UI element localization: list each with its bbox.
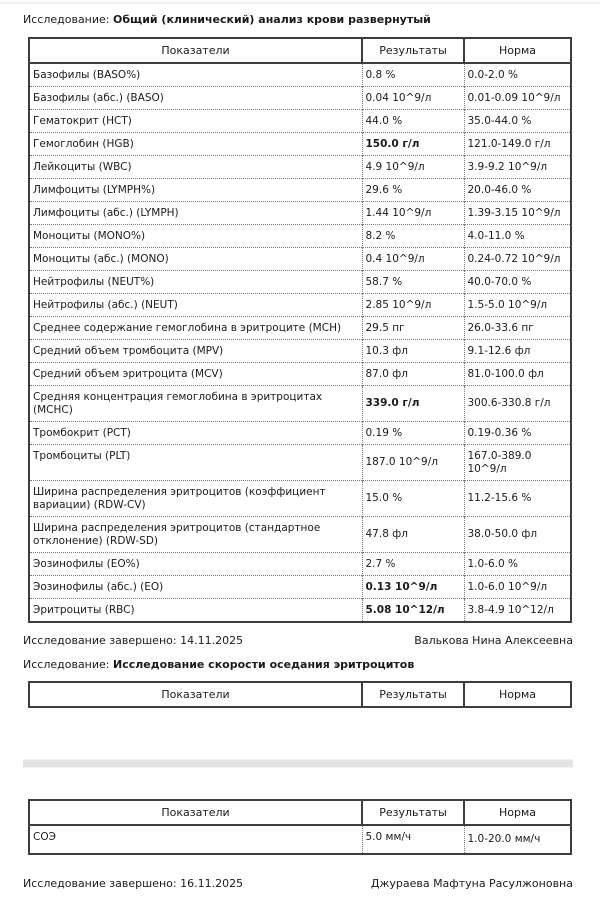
- table-header-row: [29, 682, 571, 707]
- norm-cell: 121.0-149.0 г/л: [464, 133, 571, 156]
- param-cell: Эозинофилы (абс.) (EO): [29, 576, 362, 599]
- completed-text: [23, 634, 243, 648]
- norm-cell: 3.8-4.9 10^12/л: [464, 599, 571, 623]
- table-row: [29, 225, 571, 248]
- result-cell: 5.08 10^12/л: [362, 599, 464, 623]
- column-header-parameters: Показатели: [29, 682, 362, 707]
- report-page: [0, 13, 600, 891]
- result-cell: 5.0 мм/ч: [362, 825, 464, 854]
- completed-date: 16.11.2025: [180, 877, 244, 890]
- study-label: Исследование:: [23, 13, 110, 26]
- param-cell: Ширина распределения эритроцитов (коэффициент вариации) (RDW-CV): [29, 481, 362, 517]
- table-row: [29, 825, 571, 854]
- norm-cell: 35.0-44.0 %: [464, 110, 571, 133]
- param-cell: Тромбокрит (PCT): [29, 422, 362, 445]
- param-cell: Средняя концентрация гемоглобина в эритроцитах (MCHC): [29, 386, 362, 422]
- table-header-row: [29, 38, 571, 63]
- completed-line-2: [23, 877, 573, 891]
- param-cell: Эозинофилы (EO%): [29, 553, 362, 576]
- norm-cell: 11.2-15.6 %: [464, 481, 571, 517]
- result-cell: 4.9 10^9/л: [362, 156, 464, 179]
- column-header-results: Результаты: [362, 38, 464, 63]
- result-cell: 47.8 фл: [362, 517, 464, 553]
- signer-name: Валькова Нина Алексеевна: [414, 634, 573, 647]
- table-row: [29, 202, 571, 225]
- table-row: [29, 599, 571, 623]
- result-cell: 2.7 %: [362, 553, 464, 576]
- norm-cell: 167.0-389.0 10^9/л: [464, 445, 571, 481]
- norm-cell: 1.5-5.0 10^9/л: [464, 294, 571, 317]
- param-cell: Базофилы (BASO%): [29, 63, 362, 87]
- column-header-norm: Норма: [464, 38, 571, 63]
- table-row: [29, 553, 571, 576]
- result-cell: 0.04 10^9/л: [362, 87, 464, 110]
- column-header-norm: Норма: [464, 682, 571, 707]
- completed-label: Исследование завершено:: [23, 634, 177, 647]
- page-break: [23, 759, 573, 768]
- result-cell: 44.0 %: [362, 110, 464, 133]
- table-row: [29, 481, 571, 517]
- result-cell: 2.85 10^9/л: [362, 294, 464, 317]
- param-cell: Тромбоциты (PLT): [29, 445, 362, 481]
- table-row: [29, 179, 571, 202]
- result-cell: 15.0 %: [362, 481, 464, 517]
- result-cell: 87.0 фл: [362, 363, 464, 386]
- norm-cell: 9.1-12.6 фл: [464, 340, 571, 363]
- param-cell: Нейтрофилы (NEUT%): [29, 271, 362, 294]
- param-cell: Нейтрофилы (абс.) (NEUT): [29, 294, 362, 317]
- table-row: [29, 517, 571, 553]
- cbc-results-table: [28, 37, 572, 623]
- norm-cell: 0.0-2.0 %: [464, 63, 571, 87]
- param-cell: Лимфоциты (абс.) (LYMPH): [29, 202, 362, 225]
- previous-page-edge: [0, 0, 600, 4]
- param-cell: Лейкоциты (WBC): [29, 156, 362, 179]
- table-row: [29, 63, 571, 87]
- esr-table-header-part: [28, 681, 572, 708]
- norm-cell: 81.0-100.0 фл: [464, 363, 571, 386]
- param-cell: Средний объем тромбоцита (MPV): [29, 340, 362, 363]
- norm-cell: 1.39-3.15 10^9/л: [464, 202, 571, 225]
- table-row: [29, 340, 571, 363]
- norm-cell: 0.24-0.72 10^9/л: [464, 248, 571, 271]
- result-cell: 1.44 10^9/л: [362, 202, 464, 225]
- study-title: Общий (клинический) анализ крови развернутый: [113, 13, 431, 26]
- table-row: [29, 294, 571, 317]
- table-row: [29, 422, 571, 445]
- study-title: Исследование скорости оседания эритроцитов: [113, 658, 415, 671]
- table-row: [29, 386, 571, 422]
- result-cell: 150.0 г/л: [362, 133, 464, 156]
- norm-cell: 38.0-50.0 фл: [464, 517, 571, 553]
- study-heading-2: [23, 658, 573, 672]
- param-cell: Ширина распределения эритроцитов (стандартное отклонение) (RDW-SD): [29, 517, 362, 553]
- table-header-row: [29, 800, 571, 825]
- norm-cell: 300.6-330.8 г/л: [464, 386, 571, 422]
- table-row: [29, 87, 571, 110]
- norm-cell: 1.0-6.0 %: [464, 553, 571, 576]
- norm-cell: 20.0-46.0 %: [464, 179, 571, 202]
- param-cell: Среднее содержание гемоглобина в эритроците (MCH): [29, 317, 362, 340]
- study-heading-1: [23, 13, 573, 27]
- table-row: [29, 363, 571, 386]
- signer-name: Джураева Мафтуна Расулжоновна: [370, 877, 573, 890]
- table-row: [29, 271, 571, 294]
- norm-cell: 1.0-6.0 10^9/л: [464, 576, 571, 599]
- column-header-parameters: Показатели: [29, 800, 362, 825]
- norm-cell: 3.9-9.2 10^9/л: [464, 156, 571, 179]
- study-label: Исследование:: [23, 658, 110, 671]
- result-cell: 29.6 %: [362, 179, 464, 202]
- esr-results-table: [28, 799, 572, 855]
- table-row: [29, 156, 571, 179]
- result-cell: 0.13 10^9/л: [362, 576, 464, 599]
- completed-date: 14.11.2025: [180, 634, 244, 647]
- completed-label: Исследование завершено:: [23, 877, 177, 890]
- result-cell: 29.5 пг: [362, 317, 464, 340]
- table-row: [29, 133, 571, 156]
- param-cell: Моноциты (абс.) (MONO): [29, 248, 362, 271]
- norm-cell: 0.19-0.36 %: [464, 422, 571, 445]
- result-cell: 58.7 %: [362, 271, 464, 294]
- param-cell: Базофилы (абс.) (BASO): [29, 87, 362, 110]
- column-header-results: Результаты: [362, 682, 464, 707]
- result-cell: 10.3 фл: [362, 340, 464, 363]
- param-cell: Средний объем эритроцита (MCV): [29, 363, 362, 386]
- param-cell: Лимфоциты (LYMPH%): [29, 179, 362, 202]
- column-header-results: Результаты: [362, 800, 464, 825]
- completed-line-1: [23, 634, 573, 648]
- norm-cell: 40.0-70.0 %: [464, 271, 571, 294]
- norm-cell: 26.0-33.6 пг: [464, 317, 571, 340]
- result-cell: 0.19 %: [362, 422, 464, 445]
- table-row: [29, 248, 571, 271]
- norm-cell: 4.0-11.0 %: [464, 225, 571, 248]
- result-cell: 8.2 %: [362, 225, 464, 248]
- column-header-norm: Норма: [464, 800, 571, 825]
- completed-text: [23, 877, 243, 891]
- norm-cell: 0.01-0.09 10^9/л: [464, 87, 571, 110]
- table-row: [29, 317, 571, 340]
- param-cell: Моноциты (MONO%): [29, 225, 362, 248]
- result-cell: 0.8 %: [362, 63, 464, 87]
- param-cell: Эритроциты (RBC): [29, 599, 362, 623]
- norm-cell: 1.0-20.0 мм/ч: [464, 825, 571, 854]
- param-cell: Гематокрит (HCT): [29, 110, 362, 133]
- result-cell: 187.0 10^9/л: [362, 445, 464, 481]
- param-cell: Гемоглобин (HGB): [29, 133, 362, 156]
- column-header-parameters: Показатели: [29, 38, 362, 63]
- result-cell: 339.0 г/л: [362, 386, 464, 422]
- param-cell: СОЭ: [29, 825, 362, 854]
- table-row: [29, 576, 571, 599]
- table-row: [29, 445, 571, 481]
- result-cell: 0.4 10^9/л: [362, 248, 464, 271]
- table-row: [29, 110, 571, 133]
